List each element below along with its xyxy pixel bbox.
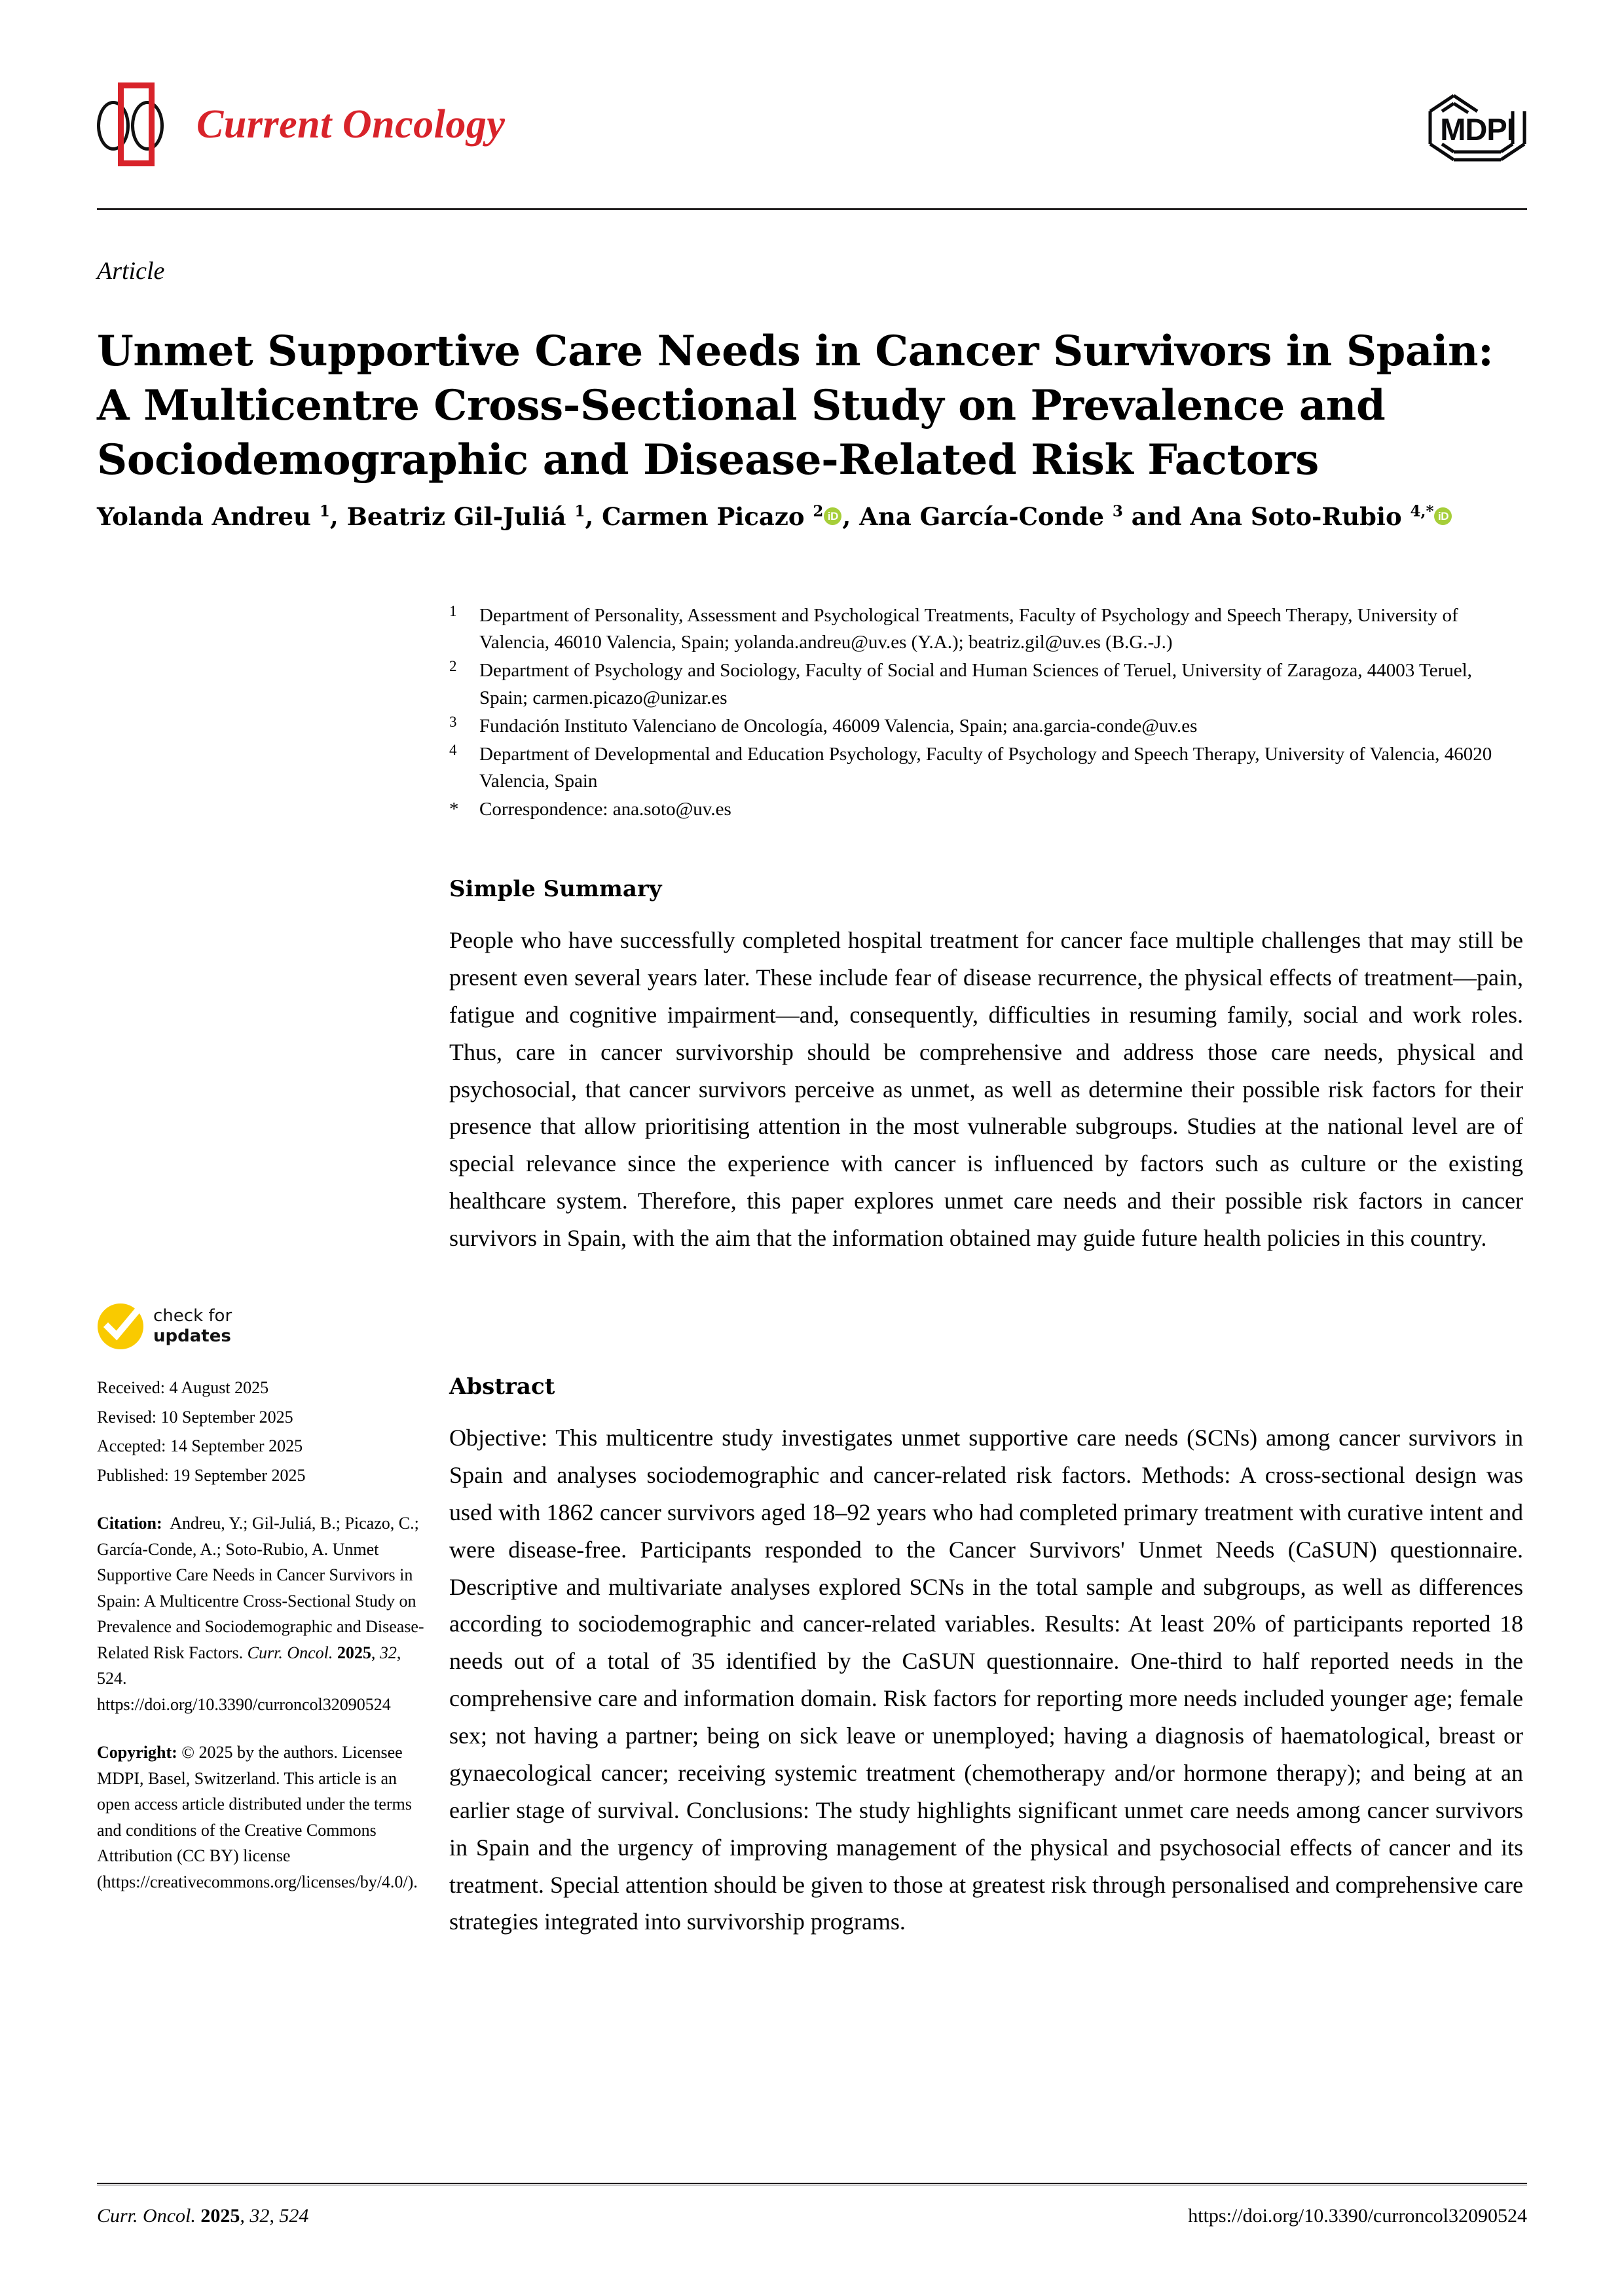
affiliation-text: Department of Psychology and Sociology, Faculty of Social and Human Sciences of Teruel, University of Zaragoza, 44003 Teruel, Spain; carmen.picazo@unizar.es: [479, 660, 1472, 708]
copyright-block: Copyright: © 2025 by the authors. Licensee MDPI, Basel, Switzerland. This article is an open access article distributed under the terms and conditions of the Creative Commons Attribution (CC BY) license (https://creativecommons.org/licenses/by/4.0/).: [97, 1743, 418, 1891]
simple-summary-text: People who have successfully completed hospital treatment for cancer face multiple challenges that may still be present even several years later. These include fear of disease recurrence, the physical effects of treatment—pain, fatigue and cognitive impairment—and, consequently, difficulties in resuming family, social and work roles. Thus, care in cancer survivorship should be comprehensive and address those care needs, physical and psychosocial, that cancer survivors perceive as unmet, as well as determine their possible risk factors for their presence that allow prioritising attention in the most vulnerable subgroups. Studies at the national level are of special relevance since the experience with cancer is influenced by factors such as culture or the existing healthcare system. Therefore, this paper explores unmet care needs and their possible risk factors in cancer survivors in Spain, with the aim that the information obtained may guide future health policies in this country.: [449, 927, 1523, 1251]
journal-title: Current Oncology: [196, 101, 506, 147]
footer-citation: Curr. Oncol. 2025, 32, 524: [97, 2205, 309, 2227]
affiliation-item: [449, 602, 1523, 656]
date-accepted: Accepted: 14 September 2025: [97, 1436, 303, 1456]
correspondence-item: [449, 796, 1523, 823]
affiliation-marker: 1: [449, 603, 457, 619]
footer-divider: [97, 2183, 1527, 2185]
correspondence-text: Correspondence: ana.soto@uv.es: [479, 799, 731, 820]
footer-doi-link[interactable]: https://doi.org/10.3390/curroncol32090524: [1188, 2205, 1527, 2227]
orcid-icon[interactable]: iD: [824, 507, 841, 525]
check-for-updates-label: [153, 1306, 232, 1346]
mdpi-logo-icon[interactable]: [1428, 81, 1527, 168]
affiliation-text: Department of Developmental and Education Psychology, Faculty of Psychology and Speech Therapy, University of Valencia, 46020 Valencia, Spain: [479, 743, 1492, 792]
affiliation-marker: 2: [449, 658, 457, 675]
journal-brand[interactable]: [97, 82, 505, 166]
abstract-heading: Abstract: [449, 1374, 555, 1400]
check-for-updates-line2: updates: [153, 1326, 231, 1346]
affiliation-item: [449, 713, 1523, 740]
logo-red-frame: [118, 82, 155, 166]
page-title: Unmet Supportive Care Needs in Cancer Survivors in Spain: A Multicentre Cross-Sectional Study on Prevalence and Sociodemographic and Disease-Related Risk Factors: [97, 326, 1494, 485]
date-received: Received: 4 August 2025: [97, 1378, 269, 1397]
check-circle-icon: [97, 1303, 144, 1350]
page-footer: [97, 2205, 1527, 2227]
affiliation-item: [449, 741, 1523, 795]
simple-summary-heading: Simple Summary: [449, 876, 662, 902]
current-oncology-logo-icon: [97, 82, 174, 166]
affiliation-text: Department of Personality, Assessment and Psychological Treatments, Faculty of Psychology and Speech Therapy, University of Valencia, 46010 Valencia, Spain; yolanda.andreu@uv.es (Y.A.); beatriz.gil@uv.es (B.G.-J.): [479, 605, 1458, 653]
affiliation-marker: 4: [449, 741, 457, 758]
masthead: [97, 79, 1527, 170]
svg-text:MDPI: MDPI: [1440, 112, 1515, 147]
orcid-icon[interactable]: iD: [1434, 507, 1452, 525]
check-for-updates-badge[interactable]: [97, 1303, 424, 1350]
header-divider: [97, 208, 1527, 210]
affiliation-text: Fundación Instituto Valenciano de Oncología, 46009 Valencia, Spain; ana.garcia-conde@uv.es: [479, 715, 1198, 737]
affiliations-block: [449, 602, 1523, 824]
affiliation-marker: 3: [449, 713, 457, 730]
abstract-text: Objective: This multicentre study investigates unmet supportive care needs (SCNs) among cancer survivors in Spain and analyses sociodemographic and cancer-related risk factors. Methods: A cross-sectional design was used with 1862 cancer survivors aged 18–92 years who had completed primary treatment with curative intent and were disease-free. Participants responded to the Cancer Survivors' Unmet Needs (CaSUN) questionnaire. Descriptive and multivariate analyses explored SCNs in the total sample and subgroups, as well as differences according to sociodemographic and cancer-related variables. Results: At least 20% of participants reported 18 needs out of a total of 35 identified by the CaSUN questionnaire. One-third to half reported needs in the comprehensive care and information domain. Risk factors for reporting more needs included younger age; female sex; not having a partner; being on sick leave or unemployed; having a diagnosis of haematological, breast or gynaecological cancer; receiving systemic treatment (chemotherapy and/or hormone therapy); and being at an earlier stage of survival. Conclusions: The study highlights significant unmet care needs among cancer survivors in Spain and the urgency of improving management of the physical and psychosocial effects of cancer and its treatment. Special attention should be given to those at greatest risk through personalised and comprehensive care strategies integrated into survivorship programs.: [449, 1425, 1523, 1935]
publication-dates: [97, 1375, 424, 1488]
check-for-updates-line1: check for: [153, 1306, 232, 1326]
citation-block: Citation: Andreu, Y.; Gil-Juliá, B.; Picazo, C.; García-Conde, A.; Soto-Rubio, A. Unmet Supportive Care Needs in Cancer Survivors in Spain: A Multicentre Cross-Sectional Study on Prevalence and Sociodemographic and Disease-Related Risk Factors. Curr. Oncol. 2025, 32, 524. https://doi.org/10.3390/curroncol32090524: [97, 1514, 424, 1714]
author-list: Yolanda Andreu $^1$, Beatriz Gil-Juliá $^1$, Carmen Picazo $^2$ iD , Ana García-Conde $^3$ and Ana Soto-Rubio $^{4,*}$ iD: [97, 499, 1527, 536]
date-revised: Revised: 10 September 2025: [97, 1407, 293, 1427]
date-published: Published: 19 September 2025: [97, 1465, 306, 1485]
article-type-label: Article: [97, 257, 165, 285]
affiliation-item: [449, 657, 1523, 711]
correspondence-marker: *: [449, 799, 459, 820]
sidebar: [97, 1303, 424, 1895]
